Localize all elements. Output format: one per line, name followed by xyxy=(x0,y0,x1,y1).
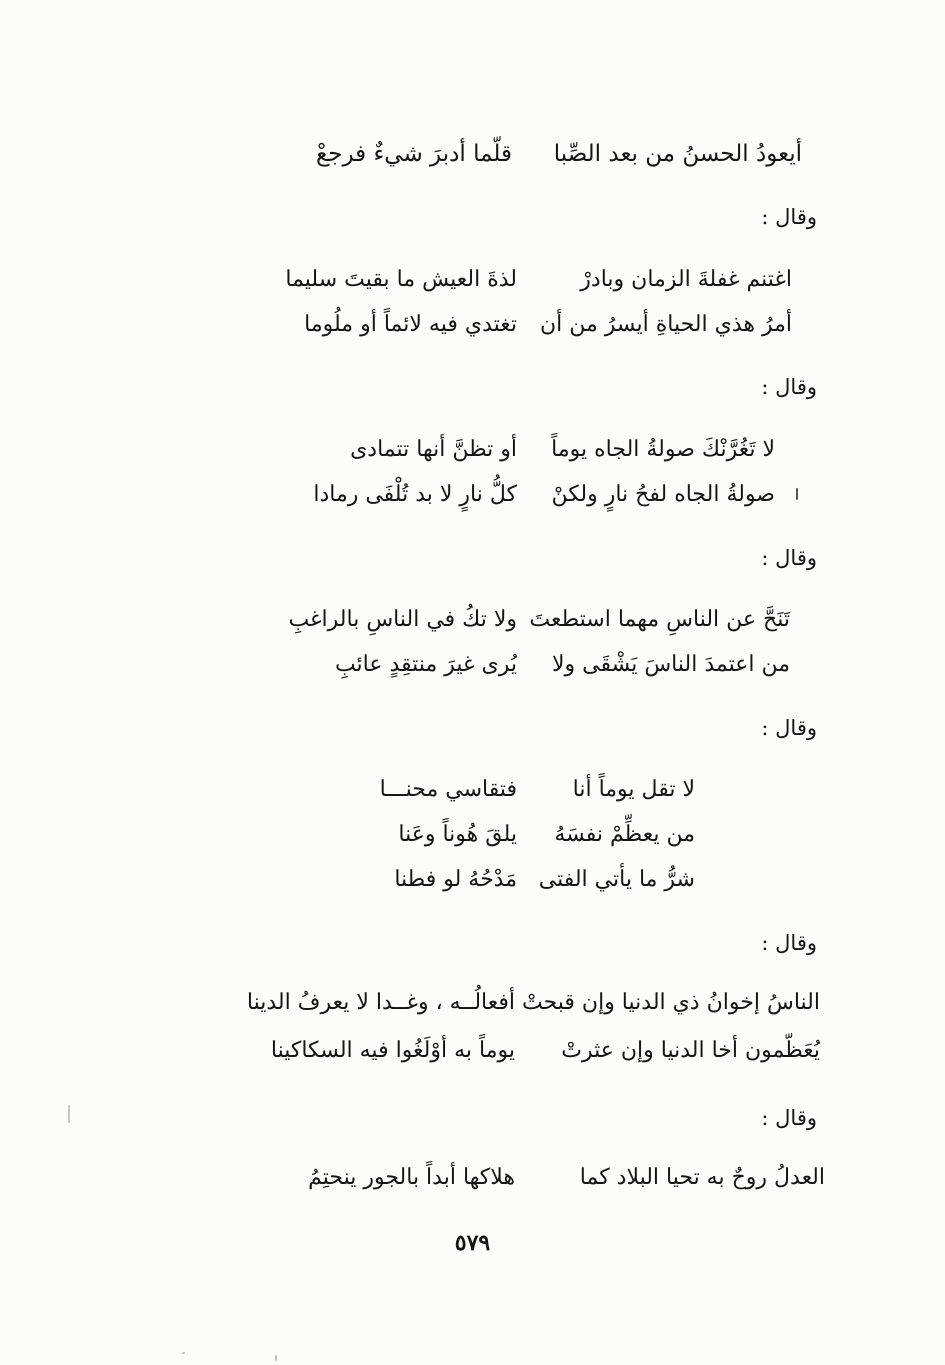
last-verse-first-hemistich: العدلُ روحٌ به تحيا البلاد كما xyxy=(579,1165,825,1190)
poem-4-line-3-left: مَدْحُهُ لو فطنا xyxy=(394,867,517,892)
poem-4-line-3-right: شرُّ ما يأتي الفتى xyxy=(538,867,695,892)
intro-3: وقال : xyxy=(761,546,817,570)
poem-3-line-1-right: تَنَحَّ عن الناسِ مهما استطعتَ xyxy=(529,607,790,632)
page-number: ٥٧٩ xyxy=(454,1230,491,1256)
poem-5-line-1-left: أفعالُــه ، وغــدا لا يعرفُ الدينا xyxy=(246,990,515,1015)
scan-speck xyxy=(68,1105,70,1123)
intro-6: وقال : xyxy=(761,1106,817,1130)
intro-4: وقال : xyxy=(761,716,817,740)
intro-5: وقال : xyxy=(761,931,817,955)
intro-1: وقال : xyxy=(761,205,817,229)
poem-2-line-2-left: كلُّ نارٍ لا بد تُلْفَى رمادا xyxy=(313,482,517,507)
poem-5-line-2-right: يُعَظّمون أخا الدنيا وإن عثرتْ xyxy=(561,1038,820,1063)
poem-4-line-2-right: من يعظِّمْ نفسَهُ xyxy=(554,822,695,847)
poem-3-line-1-left: ولا تكُ في الناسِ بالراغبِ xyxy=(288,607,517,632)
intro-2: وقال : xyxy=(761,375,817,399)
poem-1-line-1-right: اغتنم غفلةَ الزمان وبادرْ xyxy=(580,267,792,292)
poem-3-line-2-left: يُرى غيرَ منتقِدٍ عائبِ xyxy=(334,652,517,677)
verse-1-first-hemistich: أيعودُ الحسنُ من بعد الصِّبا xyxy=(553,141,802,167)
poem-3-line-2-right: من اعتمدَ الناسَ يَشْقَى ولا xyxy=(551,652,790,677)
poem-5-line-1-right: الناسُ إخوانُ ذي الدنيا وإن قبحتْ xyxy=(521,990,820,1015)
poem-1-line-2-right: أمرُ هذي الحياةِ أيسرُ من أن xyxy=(539,312,792,337)
poem-4-line-2-left: يلقَ هُوناً وعَنا xyxy=(398,822,517,847)
poem-2-line-1-left: أو تظنَّ أنها تتمادى xyxy=(350,437,517,462)
verse-1-second-hemistich: قلّما أدبرَ شيءٌ فرجعْ xyxy=(316,141,512,167)
last-verse-second-hemistich: هلاكها أبداً بالجور ينحتِمُ xyxy=(308,1165,515,1190)
poem-1-line-1-left: لذةَ العيش ما بقيتَ سليما xyxy=(285,267,517,292)
poem-4-line-1-left: فتقاسي محنـــا xyxy=(379,777,517,802)
poem-2-line-1-right: لا تَغُرَّنْكَ صولةُ الجاه يوماً xyxy=(551,437,775,462)
poem-2-line-2-right: صولةُ الجاه لفحُ نارٍ ولكنْ xyxy=(551,482,775,507)
scan-speck xyxy=(275,1355,277,1361)
poem-5-line-2-left: يوماً به أوْلَغُوا فيه السكاكينا xyxy=(270,1038,515,1063)
poem-1-line-2-left: تغتدي فيه لائماً أو ملُوما xyxy=(304,312,517,337)
scan-speck xyxy=(182,1352,185,1354)
scan-speck xyxy=(796,488,798,500)
poem-4-line-1-right: لا تقل يوماً أنا xyxy=(572,777,695,802)
